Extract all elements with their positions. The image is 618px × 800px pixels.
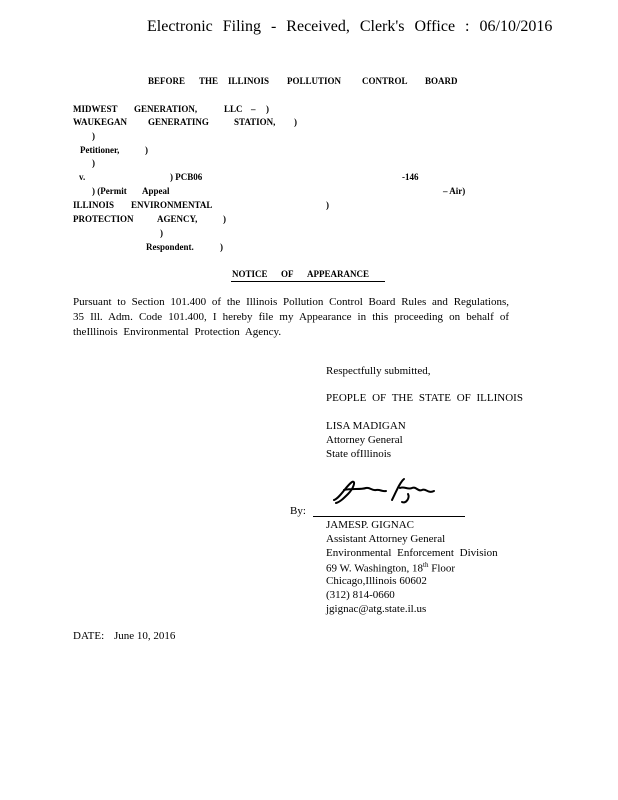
signature-line — [313, 516, 465, 517]
date-value: June 10, 2016 — [114, 630, 176, 642]
attorney-general-state: State ofIllinois — [326, 448, 392, 460]
notice-of: OF — [281, 269, 294, 279]
caption-petitioner: Petitioner, — [80, 145, 120, 155]
caption-paren-4: ) — [145, 145, 148, 155]
caption-paren-2: ) — [294, 117, 297, 127]
notice-word: NOTICE — [232, 269, 268, 279]
caption-paren-6: ) — [326, 200, 329, 210]
handwritten-signature — [330, 476, 442, 506]
date-label: DATE: — [73, 630, 105, 642]
board-the: THE — [199, 76, 219, 86]
caption-environmental: ENVIRONMENTAL — [131, 200, 213, 210]
caption-station: STATION, — [234, 117, 276, 127]
board-before: BEFORE — [148, 76, 186, 86]
caption-waukegan: WAUKEGAN — [73, 117, 128, 127]
caption-paren-8: ) — [160, 228, 163, 238]
caption-paren-1: ) — [266, 104, 269, 114]
caption-midwest: MIDWEST — [73, 104, 118, 114]
signer-address: 69 W. Washington, 18th Floor — [326, 561, 456, 575]
signer-title: Assistant Attorney General — [326, 533, 446, 545]
filing-stamp: Electronic Filing - Received, Clerk's Office : 06/10/2016 — [147, 18, 553, 35]
board-board: BOARD — [425, 76, 458, 86]
caption-pcb-number: ) PCB06 — [170, 172, 203, 182]
board-control: CONTROL — [362, 76, 408, 86]
caption-appeal: Appeal — [142, 186, 170, 196]
caption-versus: v. — [79, 172, 86, 182]
caption-dash: – — [251, 104, 256, 114]
signer-city: Chicago,Illinois 60602 — [326, 575, 427, 587]
caption-generation: GENERATION, — [134, 104, 198, 114]
people-of-illinois: PEOPLE OF THE STATE OF ILLINOIS — [326, 392, 523, 404]
attorney-general-name: LISA MADIGAN — [326, 420, 406, 432]
caption-respondent: Respondent. — [146, 242, 194, 252]
caption-agency: AGENCY, — [157, 214, 198, 224]
caption-generating: GENERATING — [148, 117, 209, 127]
caption-case-suffix: -146 — [402, 172, 419, 182]
signer-phone: (312) 814-0660 — [326, 589, 395, 601]
body-paragraph: Pursuant to Section 101.400 of the Illinois Pollution Control Board Rules and Regulations, 35 Ill. Adm. Code 101.400, I hereby file my Appearance in this proceeding on behalf of theIllinois Environmental Protection Agency. — [73, 296, 509, 338]
signer-email: jgignac@atg.state.il.us — [326, 603, 427, 615]
notice-appearance: APPEARANCE — [307, 269, 369, 279]
caption-permit: ) (Permit — [92, 186, 127, 196]
caption-protection: PROTECTION — [73, 214, 134, 224]
attorney-general-title: Attorney General — [326, 434, 403, 446]
board-illinois: ILLINOIS — [228, 76, 270, 86]
caption-paren-5: ) — [92, 158, 95, 168]
caption-llc: LLC — [224, 104, 243, 114]
notice-underline — [231, 281, 385, 282]
caption-paren-7: ) — [223, 214, 226, 224]
caption-paren-9: ) — [220, 242, 223, 252]
caption-air: – Air) — [443, 186, 466, 196]
caption-illinois: ILLINOIS — [73, 200, 115, 210]
respectfully-submitted: Respectfully submitted, — [326, 365, 431, 377]
caption-paren-3: ) — [92, 131, 95, 141]
signer-name: JAMESP. GIGNAC — [326, 519, 415, 531]
board-pollution: POLLUTION — [287, 76, 342, 86]
by-label: By: — [290, 505, 306, 517]
signer-division: Environmental Enforcement Division — [326, 547, 498, 559]
